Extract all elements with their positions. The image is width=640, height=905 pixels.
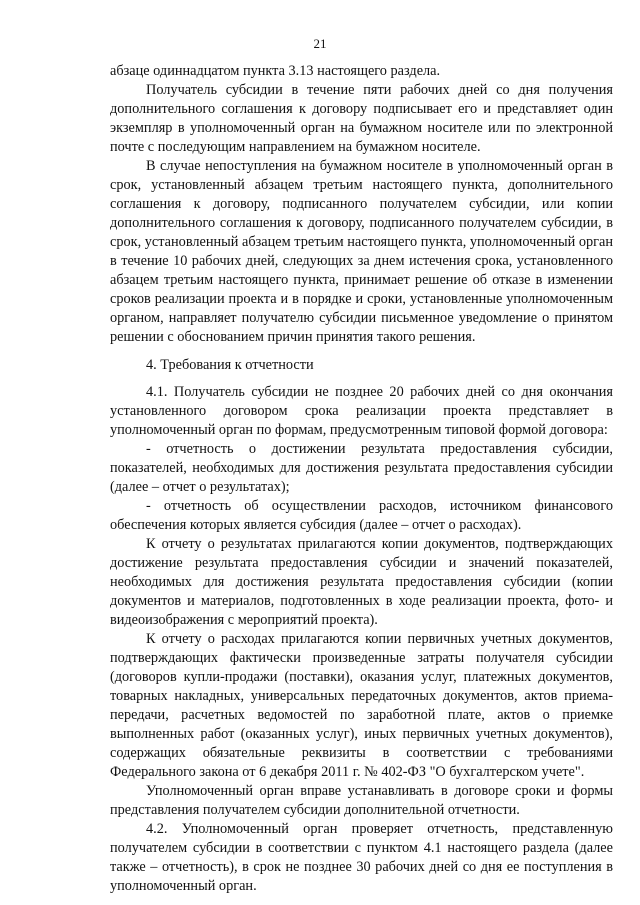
document-body	[110, 62, 613, 896]
paragraph: 4.1. Получатель субсидии не позднее 20 рабочих дней со дня окончания установленного договором срока реализации проекта представляет в уполномоченный орган по формам, предусмотренным типовой формой договора:	[110, 384, 613, 438]
list-item: - отчетность об осуществлении расходов, источником финансового обеспечения которых является субсидия (далее – отчет о расходах).	[110, 498, 613, 533]
paragraph: К отчету о результатах прилагаются копии документов, подтверждающих достижение результата предоставления субсидии и значений показателей, необходимых для достижения результата предоставления субсидии (копии документов и материалов, подготовленных в ходе реализации проекта, фото- и видеоизображения с мероприятий проекта).	[110, 536, 613, 628]
section-heading: 4. Требования к отчетности	[146, 357, 314, 373]
page-number: 21	[313, 36, 327, 51]
paragraph: Получатель субсидии в течение пяти рабочих дней со дня получения дополнительного соглашения к договору подписывает его и представляет один экземпляр в уполномоченный орган на бумажном носителе или по электронной почте с последующим направлением на бумажном носителе.	[110, 82, 613, 155]
list-item: - отчетность о достижении результата предоставления субсидии, показателей, необходимых для достижения результата предоставления субсидии (далее – отчет о результатах);	[110, 441, 613, 495]
paragraph-continuation: абзаце одиннадцатом пункта 3.13 настоящего раздела.	[110, 63, 441, 79]
paragraph: В случае непоступления на бумажном носителе в уполномоченный орган в срок, установленный абзацем третьим настоящего пункта, дополнительного соглашения к договору, подписанного получателем субсидии, или копии дополнительного соглашения к договору, подписанного получателем субсидии, в срок, установленный абзацем третьим настоящего пункта, уполномоченный орган в течение 10 рабочих дней, следующих за днем истечения срока, установленного абзацем третьим настоящего пункта, принимает решение об отказе в изменении сроков реализации проекта и в порядке и сроки, установленные уполномоченным органом, направляет получателю субсидии письменное уведомление о принятом решении с обоснованием причин принятия такого решения.	[110, 158, 613, 345]
paragraph: К отчету о расходах прилагаются копии первичных учетных документов, подтверждающих фактически произведенные затраты получателя субсидии (договоров купли-продажи (поставки), оказания услуг, платежных документов, товарных накладных, универсальных передаточных документов, актов приема-передачи, расчетных ведомостей по заработной плате, актов о приемке выполненных работ (оказанных услуг), иных первичных учетных документов), содержащих обязательные реквизиты в соответствии с требованиями Федерального закона от 6 декабря 2011 г. № 402-ФЗ "О бухгалтерском учете".	[110, 631, 613, 780]
paragraph: Уполномоченный орган вправе устанавливать в договоре сроки и формы представления получателем субсидии дополнительной отчетности.	[110, 783, 613, 818]
paragraph: 4.2. Уполномоченный орган проверяет отчетность, представленную получателем субсидии в соответствии с пунктом 4.1 настоящего раздела (далее также – отчетность), в срок не позднее 30 рабочих дней со дня ее поступления в уполномоченный орган.	[110, 821, 613, 894]
